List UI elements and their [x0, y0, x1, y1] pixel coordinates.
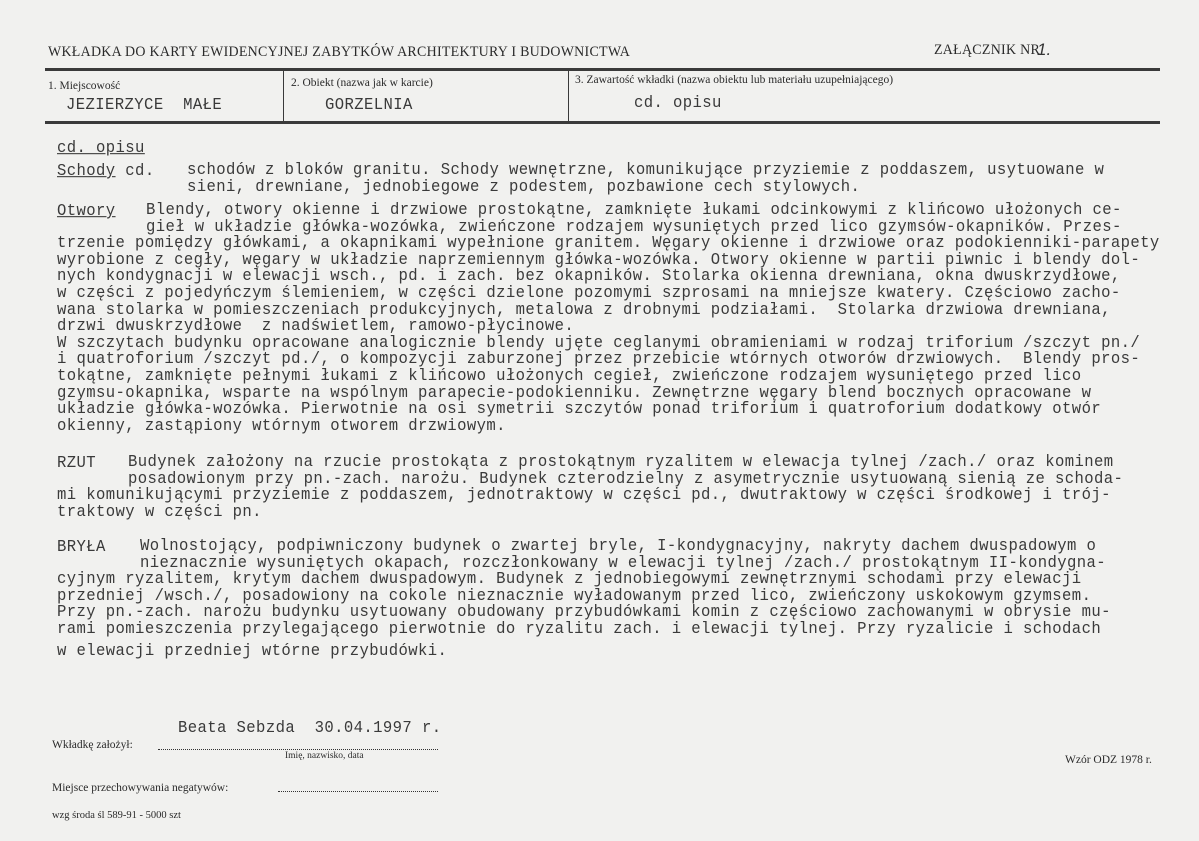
- signature-value: Beata Sebzda 30.04.1997 r.: [178, 718, 442, 738]
- section-text-line: Wolnostojący, podpiwniczony budynek o zwartej bryle, I-kondygnacyjny, nakryty dachem dwuspadowym o: [140, 535, 1097, 556]
- print-note: wzg środa śl 589-91 - 5000 szt: [52, 810, 181, 821]
- section-text-line: schodów z bloków granitu. Schody wewnętrzne, komunikujące przyziemie z poddaszem, usytuowane w: [187, 159, 1105, 180]
- header-rule: [45, 68, 1160, 71]
- section-label: [57, 537, 106, 556]
- field-divider: [568, 70, 569, 122]
- section-text-line: wana stolarka w pomieszczeniach produkcyjnych, metalowa z drobnymi podziałami. Stolarka drzwiowa drewniana,: [57, 299, 1111, 319]
- section-text-line: cyjnym ryzalitem, krytym dachem dwuspadowym. Budynek z jednobiegowymi zewnętrznymi schodami przy elewacji: [57, 569, 1082, 589]
- created-by-caption: Imię, nazwisko, data: [285, 751, 364, 761]
- section-text-line: drzwi dwuskrzydłowe z nadświetlem, ramowo-płycinowe.: [57, 316, 575, 336]
- section-label: [57, 161, 155, 180]
- section-label: [57, 453, 96, 472]
- section-text-line: przedniej /wsch./, posadowiony na cokole nieznacznie wyładowanym przed lico, zwieńczony uskokowym gzymsem.: [57, 585, 1092, 606]
- section-text-line: gzymsu-okapnika, wsparte na wspólnym parapecie-podokienniku. Zewnętrzne węgary blend bocznych opracowane w: [57, 382, 1092, 402]
- annex-label: ZAŁĄCZNIK NR: [934, 42, 1041, 58]
- section-text-line: wyrobione z cegły, węgary w układzie naprzemiennym główka-wozówka. Otwory okienne w partii piwnic i blendy dol-: [57, 249, 1141, 270]
- section-text-line: tokątne, zamknięte pełnymi łukami z klińcowo ułożonych cegieł, zwieńczone rodzajem wysuniętego przed lico: [57, 365, 1082, 386]
- field-value-locality: JEZIERZYCE MAŁE: [66, 95, 223, 115]
- body-heading: cd. opisu: [57, 138, 145, 158]
- field-label-object: 2. Obiekt (nazwa jak w karcie): [291, 77, 433, 89]
- negatives-label: Miejsce przechowywania negatywów:: [52, 782, 229, 794]
- section-label-text: BRYŁA: [57, 537, 106, 557]
- section-text-line: W szczytach budynku opracowane analogicznie blendy ujęte ceglanymi obramieniami w rodzaj triforium /szczyt pn./: [57, 332, 1141, 353]
- section-text-line: sieni, drewniane, jednobiegowe z podestem, pozbawione cech stylowych.: [187, 176, 861, 196]
- section-text-line: trzenie pomiędzy główkami, a okapnikami wypełnione granitem. Węgary okienne i drzwiowe oraz podokienniki-parapety: [57, 233, 1160, 253]
- section-text-line: traktowy w części pn.: [57, 501, 262, 522]
- section-label-text: RZUT: [57, 453, 97, 473]
- section-text-line: rami pomieszczenia przylegającego pierwotnie do ryzalitu zach. i elewacji tylnej. Przy ryzalicie i schodach: [57, 618, 1102, 639]
- field-value-object: GORZELNIA: [325, 95, 413, 115]
- section-label: [57, 201, 116, 220]
- field-value-contents: cd. opisu: [634, 93, 722, 113]
- field-label-locality: 1. Miejscowość: [48, 80, 121, 92]
- section-text-line: Przy pn.-zach. narożu budynku usytuowany obudowany przybudówkami komin z częściowo zachowanymi w obrysie mu-: [57, 602, 1111, 622]
- section-text-line: gieł w układzie główka-wozówka, zwieńczone rodzajem wysuniętych przed lico gzymsów-okapników. Przes-: [146, 216, 1122, 236]
- field-divider: [283, 70, 284, 122]
- section-text-line: Blendy, otwory okienne i drzwiowe prostokątne, zamknięte łukami odcinkowymi z klińcowo ułożonych ce-: [146, 199, 1122, 220]
- created-by-label: Wkładkę założył:: [52, 739, 133, 751]
- section-text-line: mi komunikującymi przyziemie z poddaszem, jednotraktowy w części pd., dwutraktowy w części środkowej i trój-: [57, 485, 1111, 505]
- template-note: Wzór ODZ 1978 r.: [1065, 754, 1152, 766]
- section-text-line: w elewacji przedniej wtórne przybudówki.: [57, 640, 448, 660]
- section-text-line: układzie główka-wozówka. Pierwotnie na osi symetrii szczytów ponad triforium i quatroforium dodatkowy otwór: [57, 399, 1102, 419]
- section-label-text: Schody: [57, 161, 116, 181]
- section-text-line: Budynek założony na rzucie prostokąta z prostokątnym ryzalitem w elewacja tylnej /zach./ oraz kominem: [128, 451, 1114, 472]
- section-label-text: Otwory: [57, 201, 116, 221]
- section-text-line: i quatroforium /szczyt pd./, o kompozycji zaburzonej przez przebicie wtórnych otworów drzwiowych. Blendy pros-: [57, 349, 1141, 369]
- section-text-line: okienny, zastąpiony wtórnym otworem drzwiowym.: [57, 415, 506, 436]
- annex-number: 1.: [1037, 40, 1052, 59]
- section-text-line: posadowionym przy pn.-zach. narożu. Budynek czterodzielny z asymetrycznie usytuowaną sienią ze schoda-: [128, 468, 1124, 488]
- section-label-suffix: cd.: [115, 161, 155, 181]
- negatives-line: [278, 791, 438, 792]
- fields-rule: [45, 121, 1160, 124]
- section-text-line: nych kondygnacji w elewacji wsch., pd. i zach. bez okapników. Stolarka okienna drewniana, okna dwuskrzydłowe,: [57, 266, 1121, 286]
- field-label-contents: 3. Zawartość wkładki (nazwa obiektu lub materiału uzupełniającego): [575, 74, 894, 86]
- section-text-line: w części z pojedyńczym ślemieniem, w części dzielone pozomymi szprosami na mniejsze kwatery. Częściowo zacho-: [57, 282, 1121, 303]
- created-by-line: [158, 749, 438, 750]
- section-text-line: nieznacznie wysuniętych okapach, rozczłonkowany w elewacji tylnej /zach./ prostokątnym II-kondygna-: [140, 552, 1107, 572]
- form-title: WKŁADKA DO KARTY EWIDENCYJNEJ ZABYTKÓW ARCHITEKTURY I BUDOWNICTWA: [48, 44, 631, 60]
